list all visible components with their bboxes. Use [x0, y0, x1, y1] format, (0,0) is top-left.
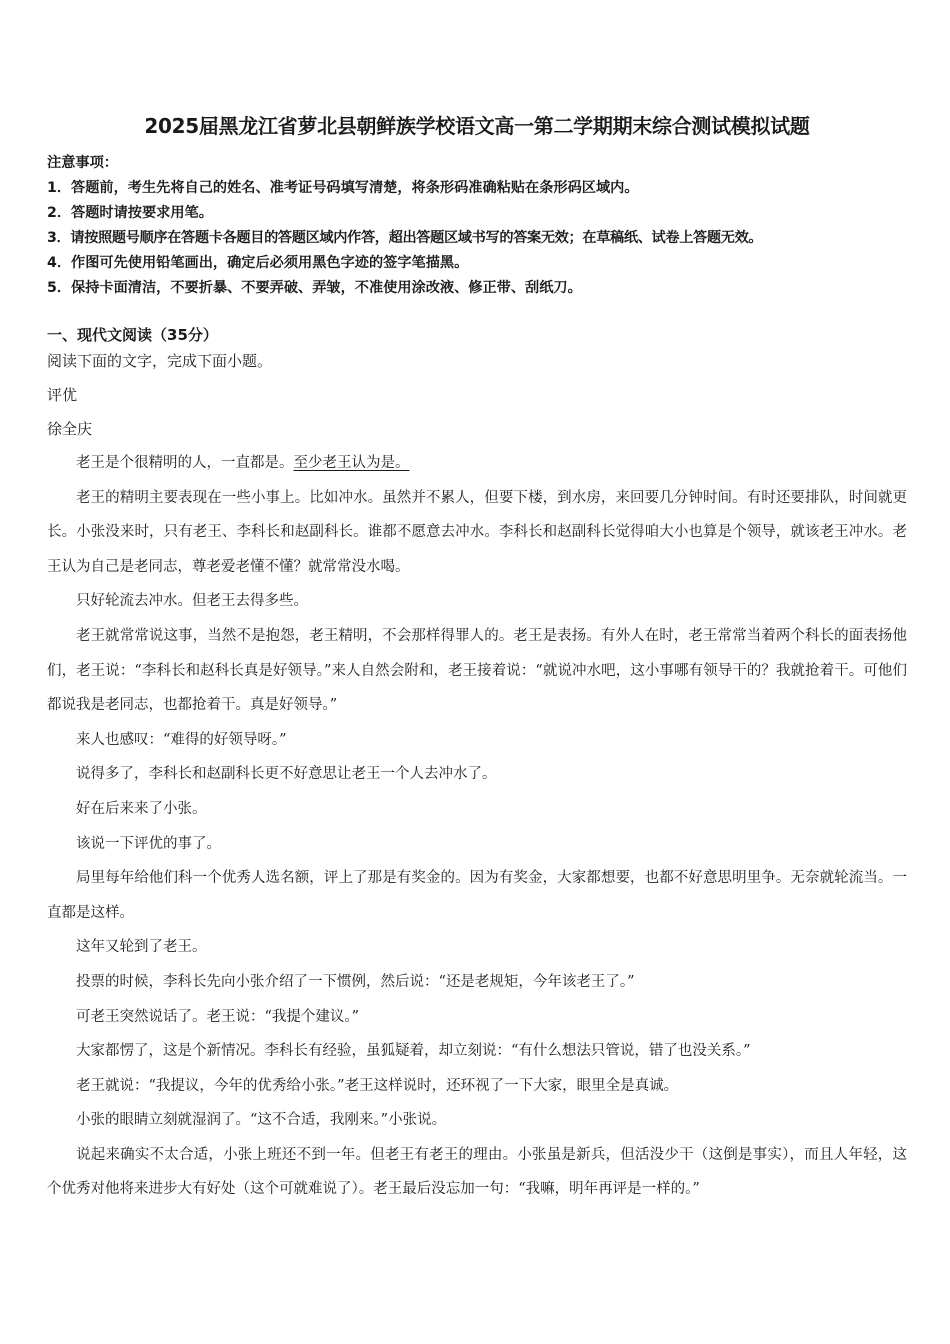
paragraph: 投票的时候，李科长先向小张介绍了一下惯例，然后说：“还是老规矩，今年该老王了。”: [76, 973, 635, 990]
paragraph: 只好轮流去冲水。但老王去得多些。: [76, 593, 308, 610]
paragraph: 大家都愣了，这是个新情况。李科长有经验，虽狐疑着，却立刻说：“有什么想法只管说，错了也没关系。”: [76, 1043, 751, 1060]
reading-section: [47, 322, 907, 1207]
section-heading: 一、现代文阅读（35分）: [47, 326, 218, 344]
notice-item: 3．请按照题号顺序在答题卡各题目的答题区域内作答，超出答题区域书写的答案无效；在草稿纸、试卷上答题无效。: [47, 230, 763, 246]
paragraph: 局里每年给他们科一个优秀人选名额，评上了那是有奖金的。因为有奖金，大家都想要，也都不好意思明里争。无奈就轮流当。一直都是这样。: [47, 870, 907, 921]
paragraph: 老王的精明主要表现在一些小事上。比如冲水。虽然并不累人，但要下楼，到水房，来回要几分钟时间。有时还要排队，时间就更长。小张没来时，只有老王、李科长和赵副科长。谁都不愿意去冲水。李科长和赵副科长觉得咱大小也算是个领导，就该老王冲水。老王认为自己是老同志，尊老爱老懂不懂？就常常没水喝。: [47, 489, 907, 575]
notice-item: 2．答题时请按要求用笔。: [47, 205, 213, 221]
article-title: 评优: [47, 386, 78, 404]
section-instruction: 阅读下面的文字，完成下面小题。: [47, 352, 273, 370]
notice-block: [47, 151, 907, 301]
paragraph: 小张的眼睛立刻就湿润了。“这不合适，我刚来。”小张说。: [76, 1112, 447, 1129]
paragraph: [47, 446, 907, 481]
notice-item: 1．答题前，考生先将自己的姓名、准考证号码填写清楚，将条形码准确粘贴在条形码区域内。: [47, 180, 639, 196]
paragraph: 老王就常常说这事，当然不是抱怨，老王精明，不会那样得罪人的。老王是表扬。有外人在时，老王常常当着两个科长的面表扬他们，老王说：“李科长和赵科长真是好领导。”来人自然会附和，老王接着说：“就说冲水吧，这小事哪有领导干的？我就抢着干。可他们都说我是老同志，也都抢着干。真是好领导。”: [47, 627, 907, 714]
paragraph: 可老王突然说话了。老王说：“我提个建议。”: [76, 1008, 360, 1025]
paragraph: 好在后来来了小张。: [76, 800, 207, 817]
paragraph: 说起来确实不太合适，小张上班还不到一年。但老王有老王的理由。小张虽是新兵，但活没少干（这倒是事实），而且人年轻，这个优秀对他将来进步大有好处（这个可就难说了）。老王最后没忘加一句：“我嘛，明年再评是一样的。”: [47, 1146, 907, 1198]
article-body: [47, 446, 907, 1207]
notice-item: 5．保持卡面清洁，不要折暴、不要弄破、弄皱，不准使用涂改液、修正带、刮纸刀。: [47, 280, 582, 296]
page-title: 2025届黑龙江省萝北县朝鲜族学校语文高一第二学期期末综合测试模拟试题: [144, 114, 810, 138]
paragraph: 该说一下评优的事了。: [76, 835, 221, 852]
article-author: 徐全庆: [47, 420, 93, 438]
paragraph: 老王就说：“我提议，今年的优秀给小张。”老王这样说时，还环视了一下大家，眼里全是真诚。: [76, 1077, 679, 1094]
paragraph-text: 老王是个很精明的人，一直都是。: [76, 455, 294, 471]
paragraph: 说得多了，李科长和赵副科长更不好意思让老王一个人去冲水了。: [76, 766, 497, 783]
notice-heading: 注意事项：: [47, 155, 118, 171]
paragraph: 这年又轮到了老王。: [76, 939, 207, 956]
notice-item: 4．作图可先使用铅笔画出，确定后必须用黑色字迹的签字笔描黑。: [47, 255, 469, 271]
underlined-sentence: 至少老王认为是。: [293, 455, 410, 471]
paragraph: 来人也感叹：“难得的好领导呀。”: [76, 731, 287, 748]
